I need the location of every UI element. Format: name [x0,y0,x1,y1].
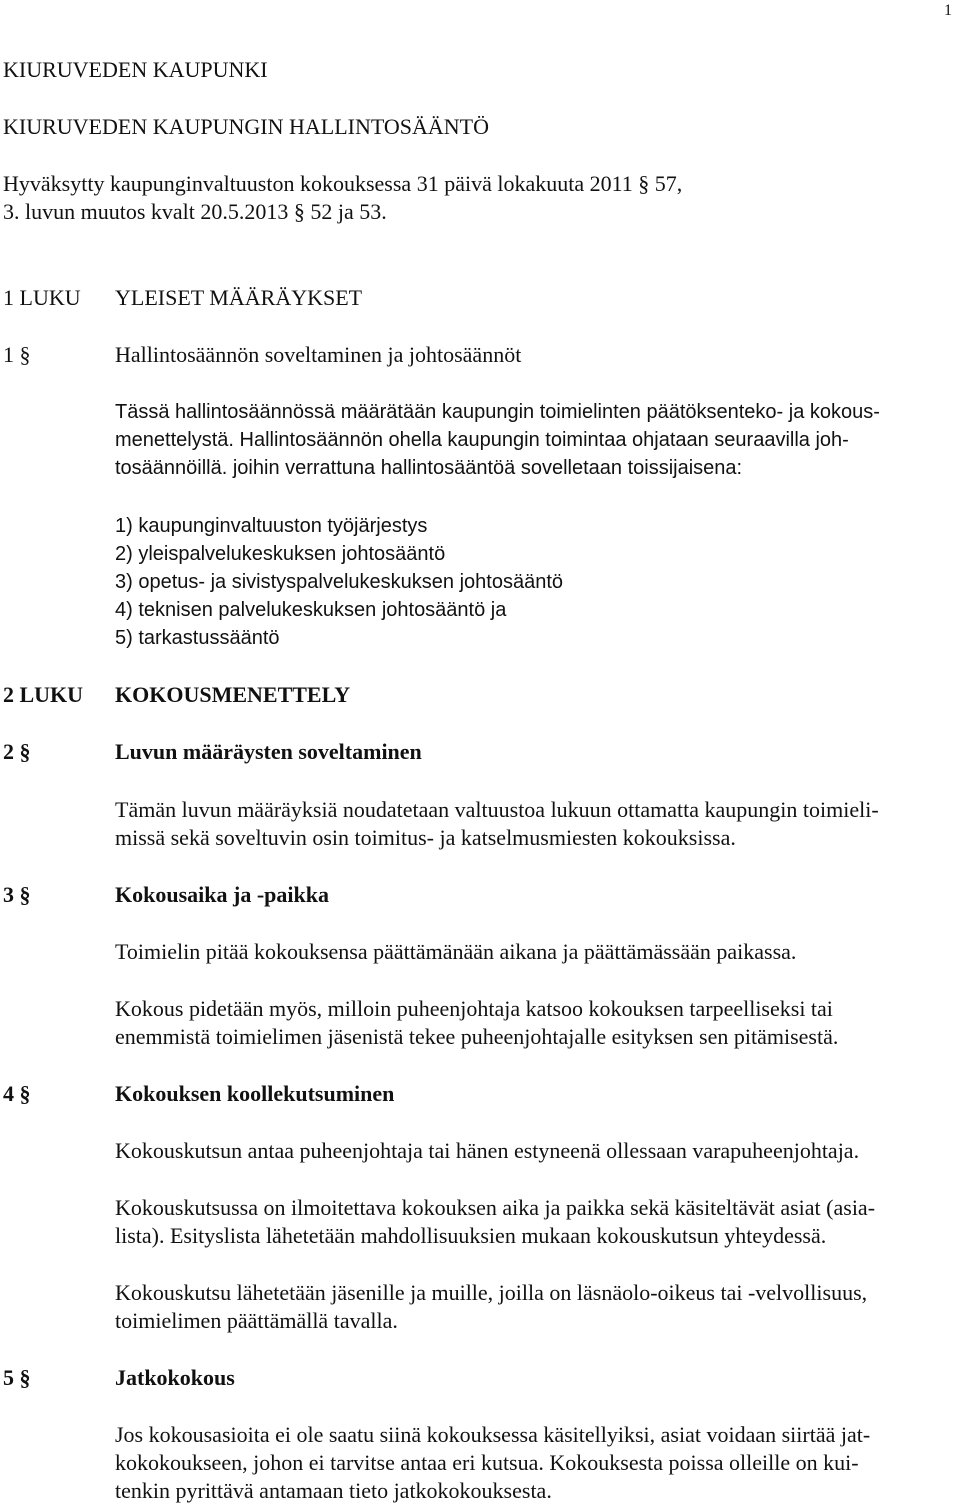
section-2-paragraph-line: missä sekä soveltuvin osin toimitus- ja katselmusmiesten kokouksissa. [115,825,736,850]
section-2-title: Luvun määräysten soveltaminen [115,739,422,764]
section-3-title: Kokousaika ja -paikka [115,882,329,907]
section-5-title: Jatkokokous [115,1365,235,1390]
section-4-number: 4 § [3,1081,31,1106]
chapter-1-title: YLEISET MÄÄRÄYKSET [115,285,363,310]
section-1-paragraph-line: tosäännöillä. joihin verrattuna hallintosääntöä sovelletaan toissijaisena: [115,457,743,479]
section-4-paragraph-2-line: lista). Esityslista lähetetään mahdollisuuksien mukaan kokouskutsun yhteydessä. [115,1223,827,1248]
section-5-paragraph-line: tenkin pyrittävä antamaan tieto jatkokokouksesta. [115,1478,552,1503]
rule-list-item: 2) yleispalvelukeskuksen johtosääntö [115,543,446,565]
section-1-paragraph-line: menettelystä. Hallintosäännön ohella kaupungin toimintaa ohjataan seuraavilla joh- [115,429,849,451]
rule-list-item: 1) kaupunginvaltuuston työjärjestys [115,515,428,537]
section-2-number: 2 § [3,739,31,764]
section-3-paragraph-2-line: Kokous pidetään myös, milloin puheenjohtaja katsoo kokouksen tarpeelliseksi tai [115,996,833,1021]
chapter-2-title: KOKOUSMENETTELY [115,682,351,707]
section-4-paragraph-3-line: Kokouskutsu lähetetään jäsenille ja muille, joilla on läsnäolo-oikeus tai -velvollisuus, [115,1280,868,1305]
section-4-paragraph-3-line: toimielimen päättämällä tavalla. [115,1308,398,1333]
rule-list-item: 4) teknisen palvelukeskuksen johtosääntö ja [115,599,507,621]
rule-list-item: 5) tarkastussääntö [115,627,280,649]
page-number: 1 [944,2,952,19]
section-1-paragraph-line: Tässä hallintosäännössä määrätään kaupungin toimielinten päätöksenteko- ja kokous- [115,401,880,423]
approval-line-2: 3. luvun muutos kvalt 20.5.2013 § 52 ja 53. [3,199,387,224]
section-1-title: Hallintosäännön soveltaminen ja johtosäännöt [115,342,522,367]
organization-name: KIURUVEDEN KAUPUNKI [3,57,268,82]
section-2-paragraph-line: Tämän luvun määräyksiä noudatetaan valtuustoa lukuun ottamatta kaupungin toimieli- [115,797,879,822]
chapter-1-number: 1 LUKU [3,285,81,310]
section-3-paragraph-1: Toimielin pitää kokouksensa päättämänään aikana ja päättämässään paikassa. [115,939,797,964]
approval-line-1: Hyväksytty kaupunginvaltuuston kokouksessa 31 päivä lokakuuta 2011 § 57, [3,171,683,196]
section-4-title: Kokouksen koollekutsuminen [115,1081,395,1106]
section-5-paragraph-line: kokokoukseen, johon ei tarvitse antaa eri kutsua. Kokouksesta poissa olleille on kui- [115,1450,859,1475]
document-title: KIURUVEDEN KAUPUNGIN HALLINTOSÄÄNTÖ [3,114,489,139]
chapter-2-number: 2 LUKU [3,682,84,707]
section-5-paragraph-line: Jos kokousasioita ei ole saatu siinä kokouksessa käsitellyiksi, asiat voidaan siirtää jat- [115,1422,871,1447]
rule-list-item: 3) opetus- ja sivistyspalvelukeskuksen johtosääntö [115,571,564,593]
section-5-number: 5 § [3,1365,31,1390]
section-3-paragraph-2-line: enemmistä toimielimen jäsenistä tekee puheenjohtajalle esityksen sen pitämisestä. [115,1024,839,1049]
section-1-number: 1 § [3,342,31,367]
section-4-paragraph-1: Kokouskutsun antaa puheenjohtaja tai hänen estyneenä ollessaan varapuheenjohtaja. [115,1138,860,1163]
section-4-paragraph-2-line: Kokouskutsussa on ilmoitettava kokouksen aika ja paikka sekä käsiteltävät asiat (asia- [115,1195,876,1220]
section-3-number: 3 § [3,882,31,907]
